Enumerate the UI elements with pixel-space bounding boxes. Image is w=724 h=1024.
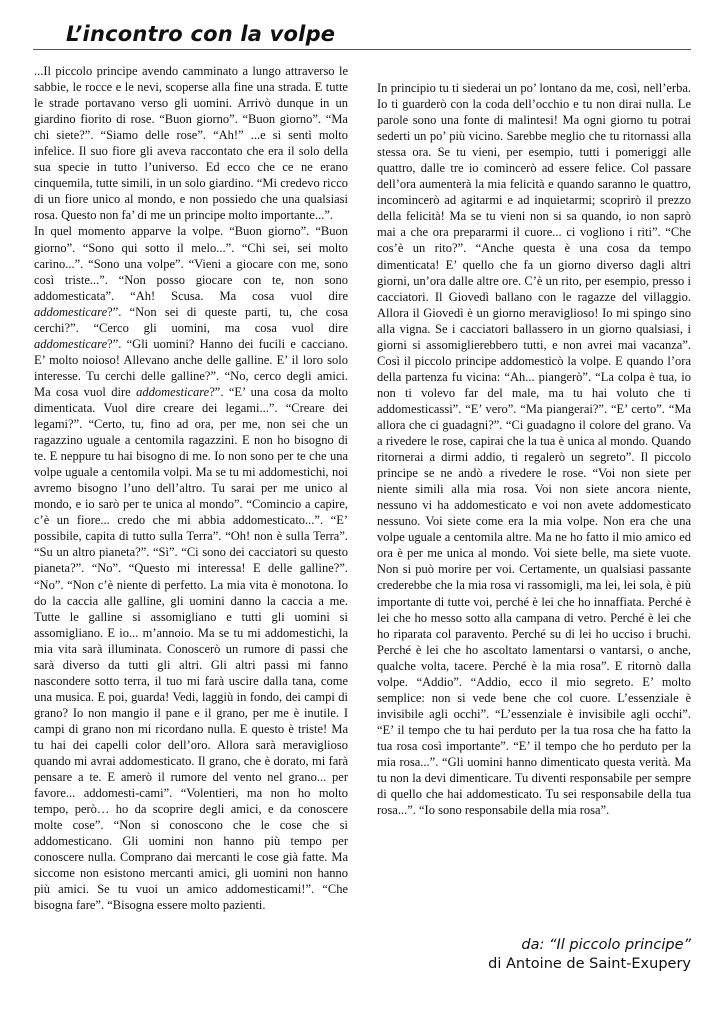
source-credit <box>488 936 691 974</box>
paragraph: In principio tu ti siederai un po’ lontano da me, così, nell’erba. Io ti guarderò con la coda dell’occhio e tu non dirai nulla. Le parole sono una fonte di malintesi! Ma ogni giorno tu potrai sederti un po’ più vicino. Sarebbe meglio che tu ritornassi alla stessa ora. Se tu vieni, per esempio, tutti i pomeriggi alle quattro, dalle tre io comincerò ad essere felice. Col passare dell’ora aumenterà la mia felicità e quando saranno le quattro, incomincerò ad agitarmi e ad inquietarmi; scoprirò il prezzo della felicità! Ma se tu vieni non si sa quando, io non saprò mai a che ora prepararmi il cuore... ci vogliono i riti”. “Che cos’è un rito?”. “Anche questa è una cosa da tempo dimenticata! E’ quello che fa un giorno diverso dagli altri giorni, un’ora dalle altre ore. C’è un rito, per esempio, presso i cacciatori. Il Giovedì ballano con le ragazze del villaggio. Allora il Giovedì è un giorno meraviglioso! Io mi spingo sino alla vigna. Se i cacciatori ballassero in un giorno qualsiasi, i giorni si assomiglierebbero tutti, e non avrei mai vacanza”. Così il piccolo principe addomesticò la volpe. E quando l’ora della partenza fu vicina: “Ah... piangerò”. “La colpa è tua, io non ti volevo far del male, ma tu hai voluto che ti addomesticassi”. “E’ vero”. “Ma piangerai?”. “E’ certo”. “Ma allora che ci guadagni?”. “Ci guadagno il colore del grano. Va a rivedere le rose, capirai che la tua è unica al mondo. Quando ritornerai a dirmi addio, ti regalerò un segreto”. Il piccolo principe se ne andò a rivedere le rose. “Voi non siete per niente simili alla mia rosa. Voi non siete ancora niente, nessuno vi ha addomesticato e voi non avete addomesticato nessuno. Voi siete come era la mia volpe. Non era che una volpe uguale a centomila altre. Ma ne ho fatto il mio amico ed ora è per me unica al mondo. Voi siete belle, ma siete vuote. Non si può morire per voi. Certamente, un qualsiasi passante crederebbe che la mia rosa vi rassomigli, ma lei, lei sola, è più importante di tutte voi, perché è lei che ho innaffiata. Perché è lei che ho messo sotto alla campana di vetro. Perché è lei che ho riparata col paravento. Perché su di lei ho ucciso i bruchi. Perché è lei che ho ascoltato lamentarsi o vantarsi, o anche, qualche volta, tacere. Perché è la mia rosa”. E ritornò dalla volpe. “Addio”. “Addio, ecco il mio segreto. E’ molto semplice: non si vede bene che col cuore. L’essenziale è invisibile agli occhi”. “L’essenziale è invisibile agli occhi”. “E’ il tempo che tu hai perduto per la tua rosa che ha fatto la tua rosa così importante”. “E’ il tempo che ho perduto per la mia rosa...”. “Gli uomini hanno dimenticato questa verità. Ma tu non la devi dimenticare. Tu diventi responsabile per sempre di quello che hai addomesticato. Tu sei responsabile della tua rosa...”. “Io sono responsabile della mia rosa”. <box>377 81 691 818</box>
title-divider <box>33 49 691 50</box>
paragraph: ...Il piccolo principe avendo camminato a lungo attraverso le sabbie, le rocce e le nevi, scoperse alla fine una strada. E tutte le strade portavano verso gli uomini. Arrivò dunque in un giardino fiorito di rose. “Buon giorno”. “Buon giorno”. “Ma chi siete?”. “Siamo delle rose”. “Ah!” ...e si sentì molto infelice. Il suo fiore gli aveva raccontato che era il solo della sua specie in tutto l’universo. Ed ecco che ce ne erano cinquemila, tutte simili, in un solo giardino. “Mi credevo ricco di un fiore unico al mondo, e non possiedo che una qualsiasi rosa. Questo non fa’ di me un principe molto importante...”. <box>34 64 348 223</box>
paragraph: In quel momento apparve la volpe. “Buon giorno”. “Buon giorno”. “Sono qui sotto il melo...”. “Chi sei, sei molto carino...”. “Sono una volpe”. “Vieni a giocare con me, sono così triste...”. “Non posso giocare con te, non sono addomesticata”. “Ah! Scusa. Ma cosa vuol dire addomesticare?”. “Non sei di queste parti, tu, che cosa cerchi?”. “Cerco gli uomini, ma cosa vuol dire addomesticare?”. “Gli uomini? Hanno dei fucili e cacciano. E’ molto noioso! Allevano anche delle galline. E’ il loro solo interesse. Tu cerchi delle galline?”. “No, cerco degli amici. Ma cosa vuol dire addomesticare?”. “E’ una cosa da molto dimenticata. Vuol dire creare dei legami...”. “Creare dei legami?”. “Certo, tu, fino ad ora, per me, non sei che un ragazzino uguale a centomila ragazzini. E non ho bisogno di te. E neppure tu hai bisogno di me. Io non sono per te che una volpe uguale a centomila volpi. Ma se tu mi addomestichi, noi avremo bisogno l’uno dell’altro. Tu sarai per me unico al mondo, e io sarò per te unica al mondo”. “Comincio a capire, c’è un fiore... credo che mi abbia addomesticato...”. “E’ possibile, capita di tutto sulla Terra”. “Oh! non è sulla Terra”. “Su un altro pianeta?”. “Sì”. “Ci sono dei cacciatori su questo pianeta?”. “No”. “Questo mi interessa! E delle galline?”. “No”. “Non c’è niente di perfetto. La mia vita è monotona. Io do la caccia alle galline, gli uomini danno la caccia a me. Tutte le galline si assomigliano e tutti gli uomini si assomigliano. E io... m’annoio. Ma se tu mi addomestichi, la mia vita sarà illuminata. Conoscerò un rumore di passi che sarà diverso da tutti gli altri. Gli altri passi mi fanno nascondere sotto terra, il tuo mi farà uscire dalla tana, come una musica. E poi, guarda! Vedi, laggiù in fondo, dei campi di grano? Io non mangio il pane e il grano, per me è inutile. I campi di grano non mi ricordano nulla. E questo è triste! Ma tu hai dei capelli color dell’oro. Allora sarà meraviglioso quando mi avrai addomesticato. Il grano, che è dorato, mi farà pensare a te. E amerò il rumore del vento nel grano... per favore... addomesti-cami”. “Volentieri, ma non ho molto tempo, però… ho da scoprire degli amici, e da conoscere molte cose”. “Non si conoscono che le cose che si addomesticano. Gli uomini non hanno più tempo per conoscere nulla. Comprano dai mercanti le cose già fatte. Ma siccome non esistono mercanti amici, gli uomini non hanno più amici. Se tu vuoi un amico addomesticami!”. “Che bisogna fare”. “Bisogna essere molto pazienti. <box>34 224 349 913</box>
page-title: L’incontro con la volpe <box>66 22 336 46</box>
source-title: da: “Il piccolo principe” <box>521 937 691 953</box>
right-column <box>377 80 691 818</box>
source-author: di Antoine de Saint-Exupery <box>488 956 691 972</box>
left-column <box>34 63 348 913</box>
